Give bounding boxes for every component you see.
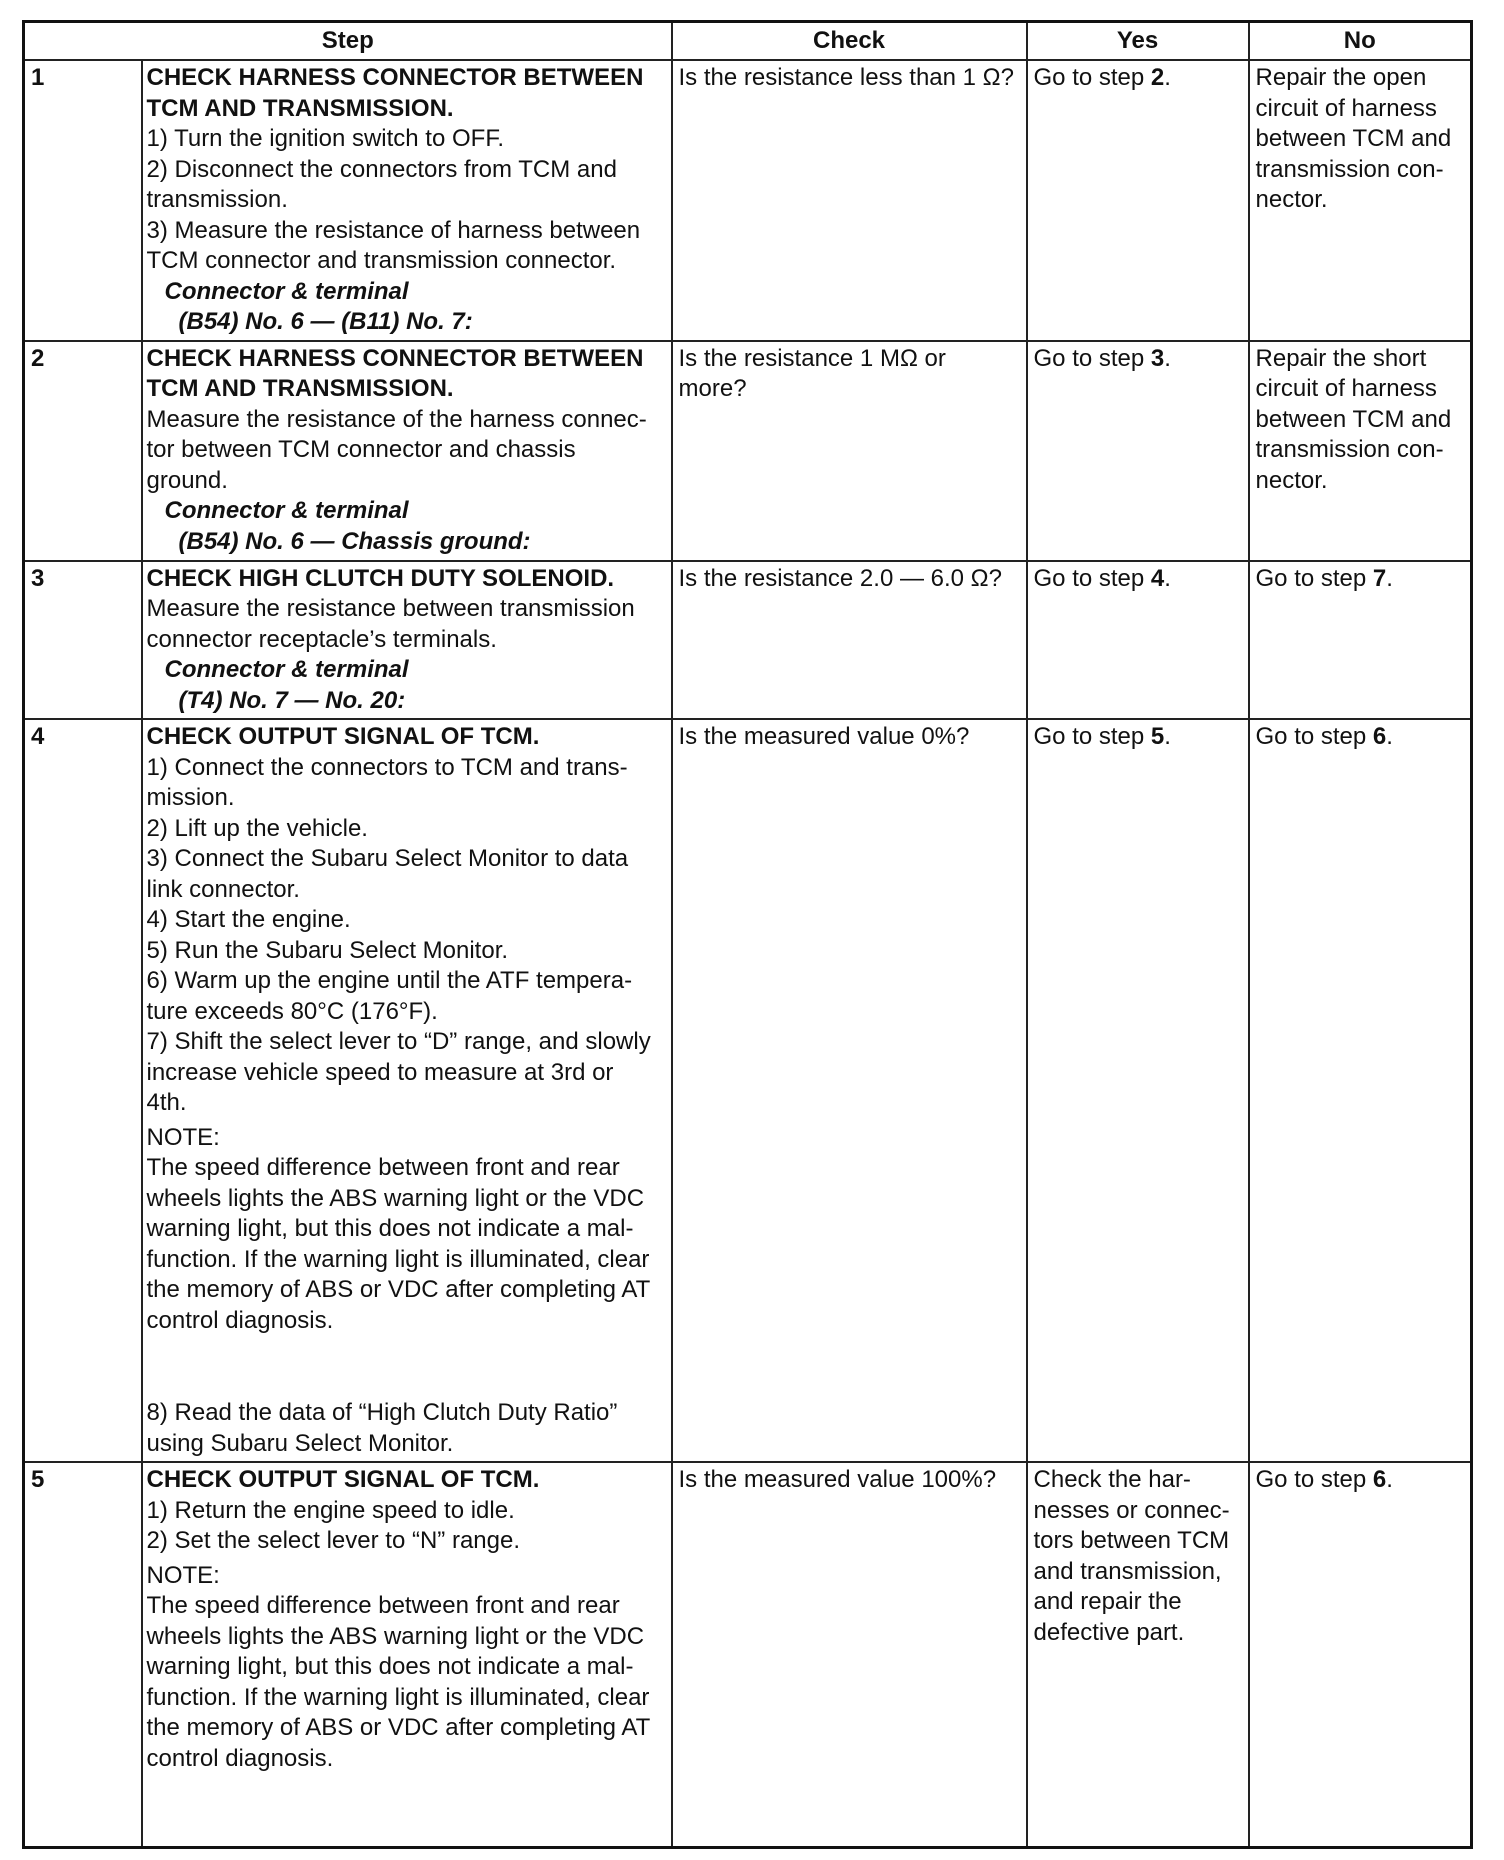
note-line: warning light, but this does not indicate a mal- [146,1653,634,1680]
step-line: link connector. [146,875,300,903]
check-line: more? [678,375,747,402]
no-line: nector. [1255,186,1328,213]
step-line: increase vehicle speed to measure at 3rd or [146,1058,614,1086]
header-check: Check [672,22,1027,61]
step-title: TCM AND TRANSMISSION. [146,94,454,122]
step-line: mission. [146,784,235,811]
check-line: Is the resistance 1 MΩ or [678,344,946,372]
no-step-link[interactable]: 6 [1372,1466,1387,1493]
no-cell [1249,561,1472,720]
step-line: transmission. [146,186,288,213]
connector-label: Connector & terminal [164,497,409,524]
no-line: circuit of harness [1255,94,1437,122]
note-line: warning light, but this does not indicate a mal- [146,1215,634,1242]
connector-terminal: (B54) No. 6 — Chassis ground: [178,527,531,555]
yes-step-link[interactable]: 4 [1150,564,1165,592]
note-line: the memory of ABS or VDC after completing AT [146,1276,651,1303]
note-label: NOTE: [146,1123,220,1151]
step-title: CHECK OUTPUT SIGNAL OF TCM. [146,723,540,750]
yes-line: and transmission, [1033,1557,1222,1585]
step-line: 5) Run the Subaru Select Monitor. [146,936,509,964]
step-description [142,719,672,1462]
no-line: transmission con- [1255,436,1444,463]
note-line: control diagnosis. [146,1306,334,1334]
no-cell [1249,719,1472,1462]
step-line: 2) Lift up the vehicle. [146,814,368,842]
step-line: TCM connector and transmission connector. [146,247,617,274]
check-cell: Is the measured value 100%? [672,1462,1027,1847]
note-label: NOTE: [146,1561,220,1589]
step-number: 2 [24,341,142,561]
step-line: 1) Connect the connectors to TCM and trans- [146,753,628,781]
yes-text: Go to step [1033,564,1151,592]
yes-cell [1027,60,1249,341]
yes-step-link[interactable]: 2 [1150,64,1165,91]
no-line: Repair the open [1255,64,1427,91]
table-row [24,561,1472,720]
diagnostic-table [22,20,1473,1849]
no-step-link[interactable]: 7 [1372,564,1387,592]
yes-text: Go to step [1033,64,1151,91]
no-line: transmission con- [1255,155,1444,183]
note-line: function. If the warning light is illuminated, clear [146,1245,650,1273]
header-row [24,22,1472,61]
check-cell [672,341,1027,561]
no-line: Repair the short [1255,344,1427,372]
connector-label: Connector & terminal [164,656,409,683]
table-row [24,1462,1472,1847]
no-cell [1249,341,1472,561]
step-title: CHECK HARNESS CONNECTOR BETWEEN [146,64,644,91]
yes-line: tors between TCM [1033,1527,1230,1554]
note-line: the memory of ABS or VDC after completing AT [146,1714,651,1741]
yes-cell [1027,561,1249,720]
no-line: nector. [1255,466,1328,494]
no-step-link[interactable]: 6 [1372,723,1387,750]
step-number: 1 [24,60,142,341]
yes-step-link[interactable]: 3 [1150,344,1165,372]
no-suffix: . [1386,1466,1393,1493]
note-line: The speed difference between front and rear [146,1154,620,1181]
yes-cell [1027,341,1249,561]
step-title: TCM AND TRANSMISSION. [146,375,454,402]
check-cell: Is the resistance less than 1 Ω? [672,60,1027,341]
step-description [142,60,672,341]
no-suffix: . [1386,564,1393,592]
no-cell [1249,60,1472,341]
note-line: wheels lights the ABS warning light or the VDC [146,1622,645,1650]
no-cell [1249,1462,1472,1847]
step-line: ground. [146,466,228,494]
table-row [24,60,1472,341]
table-row [24,341,1472,561]
step-title: CHECK HARNESS CONNECTOR BETWEEN [146,344,644,372]
no-suffix: . [1386,723,1393,750]
yes-suffix: . [1164,344,1171,372]
yes-cell [1027,1462,1249,1847]
yes-suffix: . [1164,564,1171,592]
check-cell: Is the resistance 2.0 — 6.0 Ω? [672,561,1027,720]
note-line: function. If the warning light is illuminated, clear [146,1683,650,1711]
yes-line: defective part. [1033,1618,1185,1646]
no-line: between TCM and [1255,405,1452,433]
note-line: control diagnosis. [146,1744,334,1772]
yes-text: Go to step [1033,723,1151,750]
step-title: CHECK OUTPUT SIGNAL OF TCM. [146,1466,540,1493]
step-line: 3) Connect the Subaru Select Monitor to data [146,845,629,872]
step-line: 4) Start the engine. [146,906,351,933]
step-line: Measure the resistance of the harness connec- [146,405,647,433]
yes-suffix: . [1164,64,1171,91]
connector-terminal: (T4) No. 7 — No. 20: [178,686,406,714]
step-title: CHECK HIGH CLUTCH DUTY SOLENOID. [146,564,615,592]
step-line: tor between TCM connector and chassis [146,436,576,463]
step-number: 4 [24,719,142,1462]
yes-suffix: . [1164,723,1171,750]
no-line: between TCM and [1255,125,1452,152]
yes-text: Go to step [1033,344,1151,372]
step-line: 6) Warm up the engine until the ATF tempera- [146,967,633,994]
table-row [24,719,1472,1462]
yes-line: Check the har- [1033,1466,1191,1493]
connector-label: Connector & terminal [164,277,409,305]
note-line: The speed difference between front and rear [146,1592,620,1619]
step-line: 1) Turn the ignition switch to OFF. [146,125,504,152]
step-line: 1) Return the engine speed to idle. [146,1496,515,1524]
step-number: 5 [24,1462,142,1847]
step-description [142,561,672,720]
header-yes: Yes [1027,22,1249,61]
yes-step-link[interactable]: 5 [1150,723,1165,750]
step-line: 3) Measure the resistance of harness between [146,216,641,244]
yes-cell [1027,719,1249,1462]
header-no: No [1249,22,1472,61]
connector-terminal: (B54) No. 6 — (B11) No. 7: [178,308,473,335]
header-step: Step [24,22,672,61]
yes-line: and repair the [1033,1588,1182,1615]
step-description [142,1462,672,1847]
step-line: using Subaru Select Monitor. [146,1429,454,1457]
step-line: 2) Set the select lever to “N” range. [146,1527,520,1554]
step-number: 3 [24,561,142,720]
step-line: Measure the resistance between transmission [146,595,635,622]
step-line: 8) Read the data of “High Clutch Duty Ratio” [146,1399,618,1426]
yes-line: nesses or connec- [1033,1496,1230,1524]
step-line: 2) Disconnect the connectors from TCM and [146,155,617,183]
step-line: 4th. [146,1089,187,1116]
spacer [147,1336,667,1398]
check-cell: Is the measured value 0%? [672,719,1027,1462]
no-line: circuit of harness [1255,375,1437,402]
step-line: connector receptacle’s terminals. [146,625,497,653]
no-text: Go to step [1255,723,1373,750]
note-line: wheels lights the ABS warning light or the VDC [146,1184,645,1212]
step-description [142,341,672,561]
no-text: Go to step [1255,1466,1373,1493]
no-text: Go to step [1255,564,1373,592]
step-line: ture exceeds 80°C (176°F). [146,997,438,1025]
step-line: 7) Shift the select lever to “D” range, and slowly [146,1028,651,1055]
